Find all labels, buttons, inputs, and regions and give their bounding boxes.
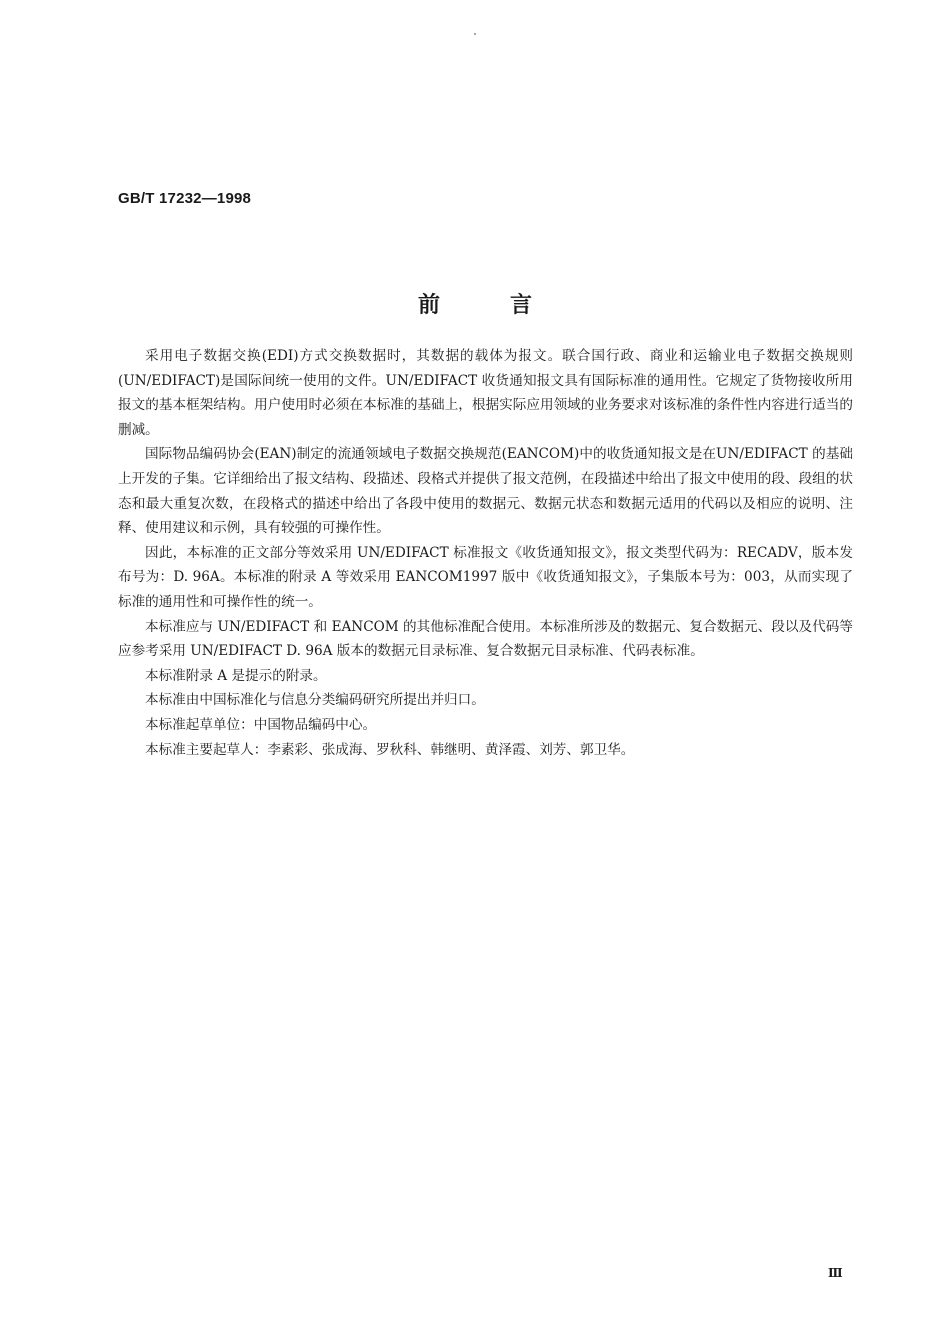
page-title: 前言 xyxy=(417,293,602,318)
paragraph-drafters: 本标准主要起草人：李素彩、张成海、罗秋科、韩继明、黄泽霞、刘芳、郭卫华。 xyxy=(145,741,635,758)
page-number: Ⅲ xyxy=(828,1266,843,1280)
paragraph-usage: 本标准应与 UN/EDIFACT 和 EANCOM 的其他标准配合使用。本标准所涉及的数据元、复合数据元、段以及代码等应参考采用 UN/EDIFACT D. 96A 版本的数据元目录标准、复合数据元目录标准、代码表标准。 xyxy=(118,618,853,660)
paragraph-appendix: 本标准附录 A 是提示的附录。 xyxy=(145,667,327,684)
paragraph-eancom: 国际物品编码协会(EAN)制定的流通领域电子数据交换规范(EANCOM)中的收货通知报文是在UN/EDIFACT 的基础上开发的子集。它详细给出了报文结构、段描述、段格式并提供了报文范例，在段描述中给出了报文中使用的段、段组的状态和最大重复次数，在段格式的描述中给出了各段中使用的数据元、数据元状态和数据元适用的代码以及相应的说明、注释、使用建议和示例，具有较强的可操作性。 xyxy=(118,446,853,537)
paragraph-equivalence: 因此，本标准的正文部分等效采用 UN/EDIFACT 标准报文《收货通知报文》，报文类型代码为：RECADV，版本发布号为：D. 96A。本标准的附录 A 等效采用 EANCOM1997 版中《收货通知报文》，子集版本号为：003，从而实现了标准的通用性和可操作性的统一。 xyxy=(118,544,853,610)
paragraph-edi-intro: 采用电子数据交换(EDI)方式交换数据时，其数据的载体为报文。联合国行政、商业和运输业电子数据交换规则(UN/EDIFACT)是国际间统一使用的文件。UN/EDIFACT 收货通知报文具有国际标准的通用性。它规定了货物接收所用报文的基本框架结构。用户使用时必须在本标准的基础上，根据实际应用领域的业务要求对该标准的条件性内容进行适当的删减。 xyxy=(118,348,853,438)
standard-number: GB/T 17232—1998 xyxy=(118,190,252,207)
paragraph-proposer: 本标准由中国标准化与信息分类编码研究所提出并归口。 xyxy=(145,692,485,709)
foreword-body xyxy=(118,344,853,762)
paragraph-drafting-unit: 本标准起草单位：中国物品编码中心。 xyxy=(145,716,377,733)
scan-speck xyxy=(474,33,476,35)
